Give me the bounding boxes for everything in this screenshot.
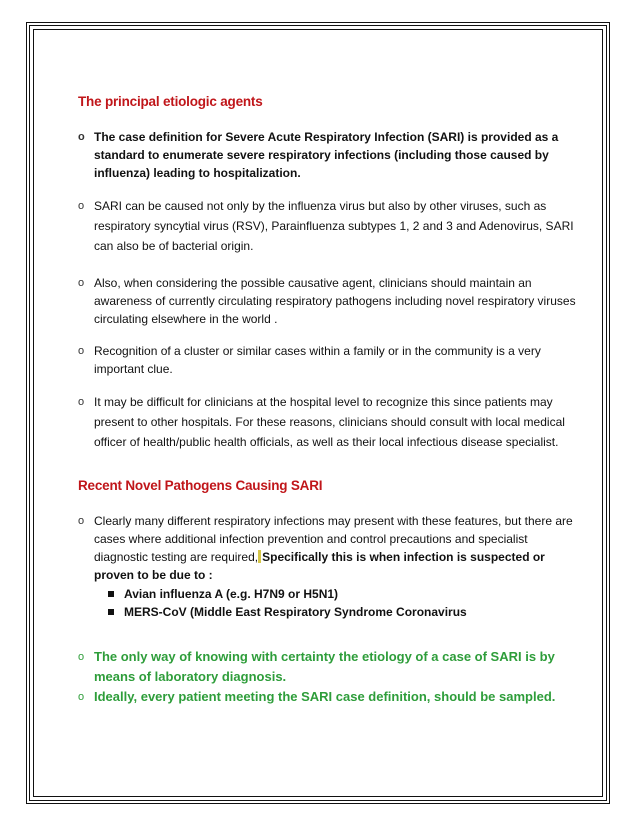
bullet-icon: o xyxy=(78,277,85,289)
bullet-icon: o xyxy=(78,515,85,527)
bullet-icon: o xyxy=(78,131,85,143)
list-item-text: It may be difficult for clinicians at the hospital level to recognize this since patients may present to other hospitals. For these reasons, clinicians should consult with local medical officer of health/public health officials, as well as their local infectious disease specialist. xyxy=(94,395,565,449)
list-item-text: The only way of knowing with certainty the etiology of a case of SARI is by means of laboratory diagnosis. xyxy=(94,649,555,684)
list-item-highlighted xyxy=(78,687,578,707)
highlight-mark xyxy=(258,550,261,563)
list-item-text: Clearly many different respiratory infections may present with these features, but there are cases where additional infection prevention and control precautions and specialist diagnostic testing are required, xyxy=(94,514,573,564)
sub-list-item xyxy=(78,585,578,603)
sub-list-item xyxy=(78,603,578,621)
list-item-highlighted xyxy=(78,647,578,687)
bullet-icon: o xyxy=(78,345,85,357)
bullet-icon: o xyxy=(78,651,85,663)
sub-list-item-text: MERS-CoV (Middle East Respiratory Syndrome Coronavirus xyxy=(124,605,467,619)
list-item-text: Also, when considering the possible causative agent, clinicians should maintain an awareness of currently circulating respiratory pathogens including novel respiratory viruses circulating elsewhere in the world . xyxy=(94,276,576,326)
list-item xyxy=(78,342,578,378)
sub-list-item-text: Avian influenza A (e.g. H7N9 or H5N1) xyxy=(124,587,339,601)
square-bullet-icon xyxy=(108,591,114,597)
section-heading-etiologic-agents: The principal etiologic agents xyxy=(78,94,263,109)
list-item xyxy=(78,274,578,328)
bullet-icon: o xyxy=(78,691,85,703)
list-item-text: Recognition of a cluster or similar cases within a family or in the community is a very important clue. xyxy=(94,344,541,376)
list-item xyxy=(78,128,578,182)
list-item xyxy=(78,392,578,452)
section-heading-novel-pathogens: Recent Novel Pathogens Causing SARI xyxy=(78,478,323,493)
list-item xyxy=(78,512,578,584)
bullet-icon: o xyxy=(78,200,85,212)
bullet-icon: o xyxy=(78,396,85,408)
list-item-text: SARI can be caused not only by the influenza virus but also by other viruses, such as respiratory syncytial virus (RSV), Parainfluenza subtypes 1, 2 and 3 and Adenovirus, SARI can also be of bacterial origin. xyxy=(94,199,574,253)
list-item-text: The case definition for Severe Acute Respiratory Infection (SARI) is provided as a standard to enumerate severe respiratory infections (including those caused by influenza) leading to hospitalization. xyxy=(94,130,559,180)
square-bullet-icon xyxy=(108,609,114,615)
document-body xyxy=(78,94,578,707)
list-item-text-bold: Specifically this is when infection is suspected or proven to be due to : xyxy=(94,550,545,582)
list-item xyxy=(78,196,578,256)
list-item-text: Ideally, every patient meeting the SARI case definition, should be sampled. xyxy=(94,689,556,704)
